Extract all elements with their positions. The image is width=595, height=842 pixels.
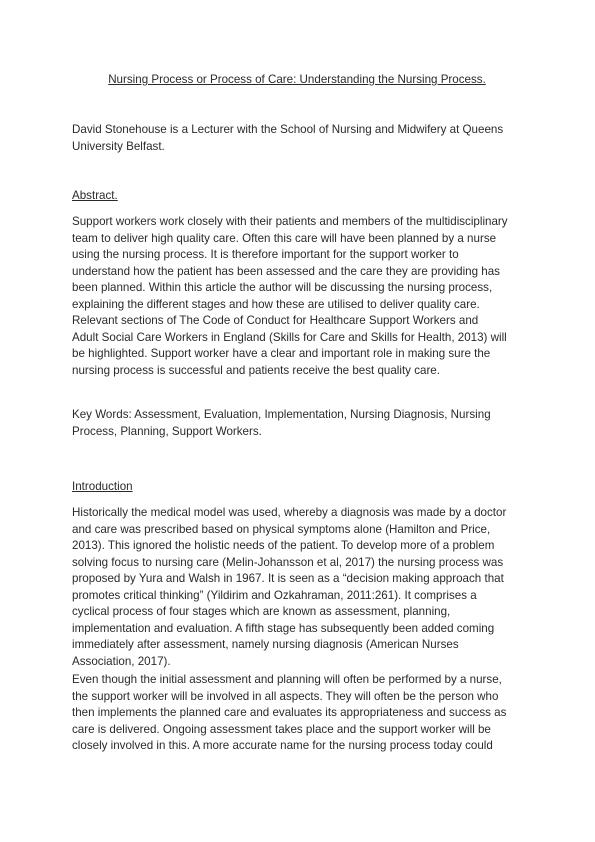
- intro-line: care is delivered. Ongoing assessment takes place and the support worker will be: [72, 722, 491, 736]
- introduction-heading: Introduction: [72, 480, 133, 493]
- abstract-line: be highlighted. Support worker have a clear and important role in making sure the: [72, 347, 491, 360]
- intro-line: immediately after assessment, namely nursing diagnosis (American Nurses: [72, 638, 459, 651]
- intro-line: implementation and evaluation. A fifth stage has subsequently been added coming: [72, 621, 495, 635]
- abstract-paragraph: [72, 214, 527, 379]
- author-note-line: University Belfast.: [72, 139, 165, 153]
- abstract-line: been planned. Within this article the author will be discussing the nursing process,: [72, 281, 493, 294]
- intro-line: Association, 2017).: [72, 654, 171, 668]
- intro-line: and care was prescribed based on physical symptoms alone (Hamilton and Price,: [72, 522, 491, 536]
- intro-line: Historically the medical model was used, whereby a diagnosis was made by a doctor: [72, 506, 507, 519]
- keywords-line: Key Words: Assessment, Evaluation, Implementation, Nursing Diagnosis, Nursing: [72, 408, 491, 421]
- intro-line: solving focus to nursing care (Melin-Johansson et al, 2017) the nursing process was: [72, 555, 504, 569]
- author-note-line: David Stonehouse is a Lecturer with the School of Nursing and Midwifery at Queens: [72, 123, 504, 136]
- intro-line: the support worker will be involved in all aspects. They will often be the person who: [72, 689, 499, 703]
- intro-line: then implements the planned care and evaluates its appropriateness and success as: [72, 706, 507, 719]
- intro-line: proposed by Yura and Walsh in 1967. It is seen as a “decision making approach that: [72, 572, 504, 585]
- introduction-paragraph-2: [72, 672, 527, 755]
- abstract-line: Adult Social Care Workers in England (Skills for Care and Skills for Health, 2013) will: [72, 330, 507, 344]
- intro-line: 2013). This ignored the holistic needs of the patient. To develop more of a problem: [72, 539, 495, 552]
- document-title: Nursing Process or Process of Care: Understanding the Nursing Process.: [108, 73, 486, 86]
- author-note: [72, 122, 527, 155]
- abstract-heading: Abstract.: [72, 189, 118, 202]
- intro-line: Even though the initial assessment and planning will often be performed by a nurse,: [72, 673, 502, 686]
- abstract-line: understand how the patient has been assessed and the care they are providing has: [72, 264, 500, 278]
- abstract-line: team to deliver high quality care. Often this care will have been planned by a nurse: [72, 231, 497, 245]
- abstract-line: using the nursing process. It is therefore important for the support worker to: [72, 248, 459, 261]
- abstract-line: Relevant sections of The Code of Conduct for Healthcare Support Workers and: [72, 314, 479, 327]
- intro-line: closely involved in this. A more accurate name for the nursing process today could: [72, 739, 493, 752]
- keywords-paragraph: [72, 407, 527, 440]
- abstract-line: Support workers work closely with their patients and members of the multidisciplinary: [72, 215, 508, 228]
- intro-line: cyclical process of four stages which are known as assessment, planning,: [72, 605, 451, 618]
- keywords-line: Process, Planning, Support Workers.: [72, 424, 262, 438]
- abstract-line: nursing process is successful and patients receive the best quality care.: [72, 363, 440, 377]
- intro-line: promotes critical thinking” (Yildirim and Ozkahraman, 2011:261). It comprises a: [72, 588, 477, 602]
- abstract-line: explaining the different stages and how these are utilised to deliver quality care.: [72, 297, 480, 311]
- introduction-paragraph-1: [72, 505, 527, 670]
